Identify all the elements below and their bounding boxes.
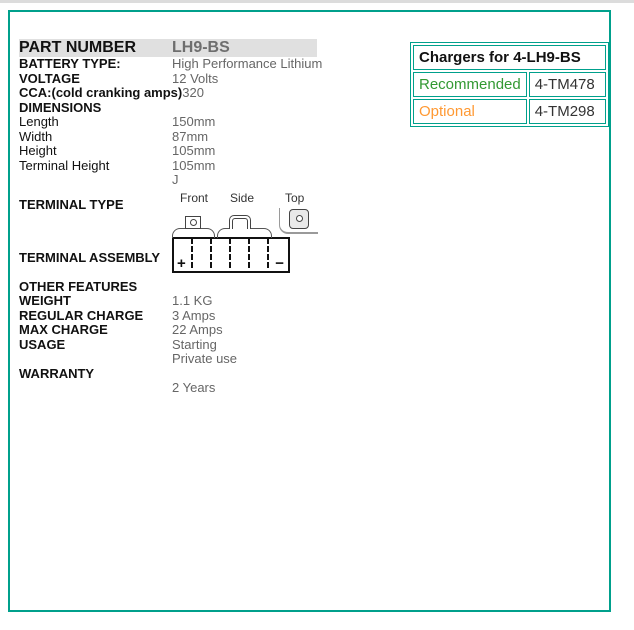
- chargers-title: Chargers for 4-LH9-BS: [413, 45, 606, 70]
- spec-row-warranty: [19, 367, 317, 382]
- spec-row-terminal-height: [19, 159, 317, 174]
- terminal-post-dot: [190, 219, 197, 226]
- spec-row-battery-type: [19, 56, 323, 72]
- terminal-top-icon: [289, 209, 309, 229]
- spec-value: High Performance Lithium: [172, 56, 323, 71]
- spec-value: 3 Amps: [172, 307, 216, 323]
- spec-value: 320: [182, 85, 204, 100]
- spec-label: WEIGHT: [19, 293, 71, 308]
- terminal-top-label: Top: [285, 190, 305, 205]
- spec-label: USAGE: [19, 336, 66, 352]
- spec-label: [19, 173, 172, 188]
- page-top-divider: [0, 0, 634, 3]
- spec-label: REGULAR CHARGE: [19, 307, 144, 323]
- spec-row-warranty-value: [19, 381, 317, 396]
- terminal-front-label: Front: [180, 190, 209, 205]
- spec-row-terminal-code: [19, 173, 317, 188]
- spec-label: BATTERY TYPE:: [19, 56, 121, 71]
- spec-row-height: [19, 144, 317, 159]
- terminal-side-label: Side: [230, 190, 255, 205]
- terminal-section: [19, 188, 317, 280]
- charger-row-optional: [413, 99, 606, 124]
- spec-row-cca: [19, 86, 317, 101]
- spec-value: Private use: [172, 351, 238, 366]
- chargers-header-row: [413, 45, 606, 70]
- terminal-post-dot: [296, 215, 303, 222]
- product-spec-panel: [8, 10, 611, 612]
- terminal-side-icon: [229, 215, 251, 229]
- spec-label: CCA:(cold cranking amps): [19, 85, 183, 100]
- terminal-front-base: [172, 228, 215, 238]
- spec-row-width: [19, 130, 317, 145]
- terminal-side-base: [217, 228, 272, 238]
- spec-row-weight: [19, 294, 317, 309]
- battery-assembly-diagram: [172, 237, 290, 273]
- spec-value: 2 Years: [172, 380, 216, 395]
- terminal-side-inner: [232, 218, 248, 229]
- spec-label: DIMENSIONS: [19, 99, 102, 115]
- spec-row-regular-charge: [19, 309, 317, 324]
- spec-row-max-charge: [19, 323, 317, 338]
- spec-label: [19, 381, 172, 396]
- part-number-row: [19, 39, 317, 57]
- charger-part-number: 4-TM478: [529, 72, 606, 97]
- charger-row-recommended: [413, 72, 606, 97]
- spec-row-usage: [19, 338, 317, 353]
- spec-row-dimensions: [19, 101, 317, 116]
- spec-value: 105mm: [172, 157, 216, 173]
- spec-label: Height: [19, 143, 57, 158]
- part-number-value: LH9-BS: [172, 39, 230, 56]
- spec-label: VOLTAGE: [19, 70, 80, 86]
- spec-value: 105mm: [172, 143, 216, 158]
- spec-value: 1.1 KG: [172, 293, 213, 308]
- spec-label: Width: [19, 128, 53, 144]
- spec-value: 12 Volts: [172, 70, 219, 86]
- terminal-diagram: [172, 191, 337, 279]
- spec-row-voltage: [19, 72, 317, 87]
- negative-terminal-mark: −: [275, 254, 284, 272]
- terminal-type-label: TERMINAL TYPE: [19, 196, 124, 212]
- spec-value: J: [172, 172, 179, 187]
- positive-terminal-mark: +: [177, 254, 186, 272]
- spec-value: 87mm: [172, 128, 209, 144]
- spec-row-usage-2: [19, 352, 317, 367]
- spec-value: Starting: [172, 336, 217, 352]
- spec-row-length: [19, 115, 317, 130]
- charger-label-optional: Optional: [413, 99, 527, 124]
- spec-label: [19, 352, 172, 367]
- spec-table: [19, 39, 323, 396]
- spec-value: 150mm: [172, 114, 216, 129]
- spec-label: Length: [19, 114, 59, 129]
- charger-label-recommended: Recommended: [413, 72, 527, 97]
- spec-value: 22 Amps: [172, 322, 223, 337]
- spec-row-other-features: [19, 280, 317, 295]
- spec-label: MAX CHARGE: [19, 322, 108, 337]
- part-number-label: PART NUMBER: [19, 39, 137, 56]
- spec-label: WARRANTY: [19, 365, 95, 381]
- terminal-front-icon: [185, 216, 201, 229]
- terminal-assembly-label: TERMINAL ASSEMBLY: [19, 249, 161, 265]
- spec-label: Terminal Height: [19, 157, 110, 173]
- chargers-table: [410, 42, 609, 127]
- spec-label: OTHER FEATURES: [19, 278, 138, 294]
- charger-part-number: 4-TM298: [529, 99, 606, 124]
